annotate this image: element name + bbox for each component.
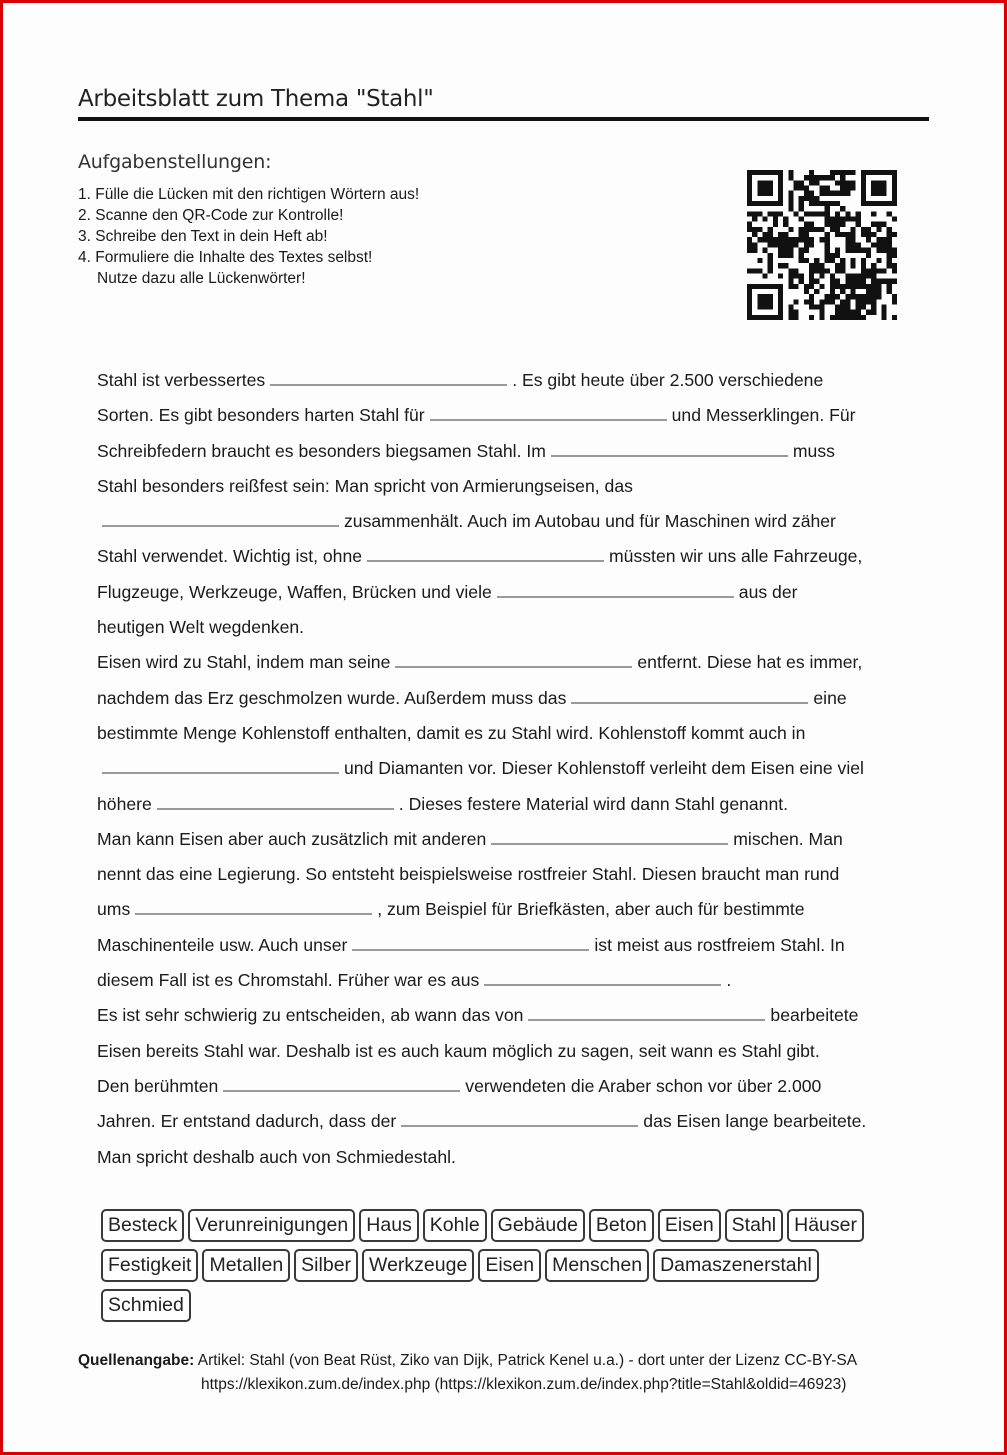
cloze-segment: heutigen Welt wegdenken. <box>97 617 305 638</box>
cloze-line <box>97 363 927 398</box>
cloze-segment: Man kann Eisen aber auch zusätzlich mit anderen <box>97 828 487 849</box>
blank-gap[interactable] <box>352 939 589 951</box>
word-bank <box>101 1209 921 1329</box>
cloze-segment: Stahl ist verbessertes <box>97 370 266 390</box>
cloze-segment: Jahren. Er entstand dadurch, dass der <box>97 1111 397 1132</box>
word-chip[interactable]: Metallen <box>202 1249 290 1282</box>
cloze-line <box>97 716 927 751</box>
cloze-line <box>97 822 927 857</box>
cloze-segment: höhere <box>97 793 152 814</box>
word-chip[interactable]: Besteck <box>101 1209 184 1242</box>
blank-gap[interactable] <box>157 798 394 810</box>
word-bank-row <box>101 1209 921 1249</box>
word-chip[interactable]: Werkzeuge <box>362 1249 474 1282</box>
cloze-segment: Eisen wird zu Stahl, indem man seine <box>97 652 391 673</box>
cloze-segment: zusammenhält. Auch im Autobau und für Maschinen wird zäher <box>344 511 836 532</box>
task-item: Nutze dazu alle Lückenwörter! <box>97 270 306 287</box>
cloze-line <box>97 1104 927 1139</box>
page-title: Arbeitsblatt zum Thema "Stahl" <box>78 86 434 112</box>
cloze-segment: ums <box>97 899 131 920</box>
cloze-segment: Stahl verwendet. Wichtig ist, ohne <box>97 546 363 567</box>
word-bank-row <box>101 1289 921 1329</box>
cloze-line <box>97 787 927 822</box>
blank-gap[interactable] <box>270 374 507 386</box>
word-chip[interactable]: Gebäude <box>491 1209 585 1242</box>
cloze-line <box>97 892 927 927</box>
word-chip[interactable]: Schmied <box>101 1289 191 1322</box>
blank-gap[interactable] <box>484 974 721 986</box>
cloze-line <box>97 610 927 645</box>
cloze-segment: . Dieses festere Material wird dann Stahl genannt. <box>398 793 789 814</box>
cloze-segment: bearbeitete <box>770 1005 859 1026</box>
cloze-segment: das Eisen lange bearbeitete. <box>643 1111 867 1132</box>
cloze-segment: und Diamanten vor. Dieser Kohlenstoff verleiht dem Eisen eine viel <box>344 758 864 779</box>
word-chip[interactable]: Festigkeit <box>101 1249 198 1282</box>
cloze-segment: muss <box>792 440 835 461</box>
cloze-segment: Maschinenteile usw. Auch unser <box>97 934 348 955</box>
source-text: Artikel: Stahl (von Beat Rüst, Ziko van Dijk, Patrick Kenel u.a.) - dort unter der Lizenz CC-BY-SA <box>197 1352 858 1369</box>
cloze-segment: Sorten. Es gibt besonders harten Stahl für <box>97 405 425 426</box>
task-item: 4. Formuliere die Inhalte des Textes selbst! <box>78 249 373 266</box>
word-chip[interactable]: Haus <box>359 1209 419 1242</box>
cloze-line <box>97 1034 927 1069</box>
cloze-segment: ist meist aus rostfreiem Stahl. In <box>594 934 845 955</box>
source-url: https://klexikon.zum.de/index.php (https://klexikon.zum.de/index.php?title=Stahl&oldid=46923) <box>201 1376 847 1393</box>
word-bank-row <box>101 1249 921 1289</box>
source-citation <box>78 1349 857 1397</box>
word-chip[interactable]: Kohle <box>423 1209 487 1242</box>
cloze-line <box>97 928 927 963</box>
cloze-line <box>97 998 927 1033</box>
cloze-line <box>97 1140 927 1175</box>
blank-gap[interactable] <box>102 762 339 774</box>
cloze-segment: Es ist sehr schwierig zu entscheiden, ab wann das von <box>97 1005 524 1026</box>
blank-gap[interactable] <box>497 586 734 598</box>
cloze-segment: verwendeten die Araber schon vor über 2.000 <box>465 1075 822 1096</box>
cloze-line <box>97 539 927 574</box>
cloze-segment: . Es gibt heute über 2.500 verschiedene <box>512 370 824 390</box>
cloze-segment: Man spricht deshalb auch von Schmiedestahl. <box>97 1146 456 1167</box>
blank-gap[interactable] <box>223 1080 460 1092</box>
cloze-segment: Flugzeuge, Werkzeuge, Waffen, Brücken und viele <box>97 581 492 602</box>
cloze-line <box>97 1069 927 1104</box>
word-chip[interactable]: Damaszenerstahl <box>653 1249 819 1282</box>
cloze-segment: eine <box>813 687 847 708</box>
blank-gap[interactable] <box>401 1115 638 1127</box>
cloze-segment: . <box>726 970 732 991</box>
cloze-line <box>97 645 927 680</box>
cloze-segment: bestimmte Menge Kohlenstoff enthalten, damit es zu Stahl wird. Kohlenstoff kommt auch in <box>97 722 806 743</box>
cloze-segment: Eisen bereits Stahl war. Deshalb ist es auch kaum möglich zu sagen, seit wann es Stahl gibt. <box>97 1040 820 1061</box>
blank-gap[interactable] <box>367 550 604 562</box>
cloze-segment: Den berühmten <box>97 1075 219 1096</box>
cloze-line <box>97 575 927 610</box>
cloze-segment: nennt das eine Legierung. So entsteht beispielsweise rostfreier Stahl. Diesen braucht man rund <box>97 864 840 885</box>
cloze-text <box>97 363 927 1175</box>
cloze-line <box>97 504 927 539</box>
cloze-line <box>97 469 927 504</box>
cloze-segment: mischen. Man <box>733 828 843 849</box>
blank-gap[interactable] <box>395 656 632 668</box>
word-chip[interactable]: Stahl <box>725 1209 783 1242</box>
cloze-segment: diesem Fall ist es Chromstahl. Früher war es aus <box>97 970 480 991</box>
word-chip[interactable]: Verunreinigungen <box>188 1209 355 1242</box>
blank-gap[interactable] <box>551 445 788 457</box>
cloze-segment: nachdem das Erz geschmolzen wurde. Außerdem muss das <box>97 687 567 708</box>
word-chip[interactable]: Beton <box>589 1209 654 1242</box>
task-item: 2. Scanne den QR-Code zur Kontrolle! <box>78 207 344 224</box>
word-chip[interactable]: Menschen <box>545 1249 649 1282</box>
task-list <box>78 184 419 289</box>
word-chip[interactable]: Eisen <box>478 1249 541 1282</box>
word-chip[interactable]: Häuser <box>787 1209 864 1242</box>
blank-gap[interactable] <box>528 1009 765 1021</box>
cloze-line <box>97 398 927 433</box>
cloze-segment: aus der <box>738 581 798 602</box>
title-divider <box>78 117 929 121</box>
source-label: Quellenangabe: <box>78 1352 195 1369</box>
cloze-line <box>97 434 927 469</box>
cloze-segment: Stahl besonders reißfest sein: Man spricht von Armierungseisen, das <box>97 475 633 496</box>
cloze-line <box>97 857 927 892</box>
blank-gap[interactable] <box>571 692 808 704</box>
cloze-line <box>97 963 927 998</box>
cloze-line <box>97 751 927 786</box>
blank-gap[interactable] <box>430 409 667 421</box>
blank-gap[interactable] <box>102 515 339 527</box>
cloze-segment: , zum Beispiel für Briefkästen, aber auch für bestimmte <box>377 899 805 920</box>
cloze-line <box>97 681 927 716</box>
word-chip[interactable]: Silber <box>294 1249 358 1282</box>
blank-gap[interactable] <box>135 903 372 915</box>
task-item: 3. Schreibe den Text in dein Heft ab! <box>78 228 328 245</box>
blank-gap[interactable] <box>491 833 728 845</box>
task-item: 1. Fülle die Lücken mit den richtigen Wörtern aus! <box>78 186 420 203</box>
word-chip[interactable]: Eisen <box>658 1209 721 1242</box>
cloze-segment: entfernt. Diese hat es immer, <box>637 652 863 673</box>
qr-code-icon[interactable] <box>747 169 897 321</box>
cloze-segment: Schreibfedern braucht es besonders biegsamen Stahl. Im <box>97 440 546 461</box>
cloze-segment: müssten wir uns alle Fahrzeuge, <box>609 546 863 567</box>
tasks-heading: Aufgabenstellungen: <box>78 151 272 173</box>
cloze-segment: und Messerklingen. Für <box>671 405 856 426</box>
